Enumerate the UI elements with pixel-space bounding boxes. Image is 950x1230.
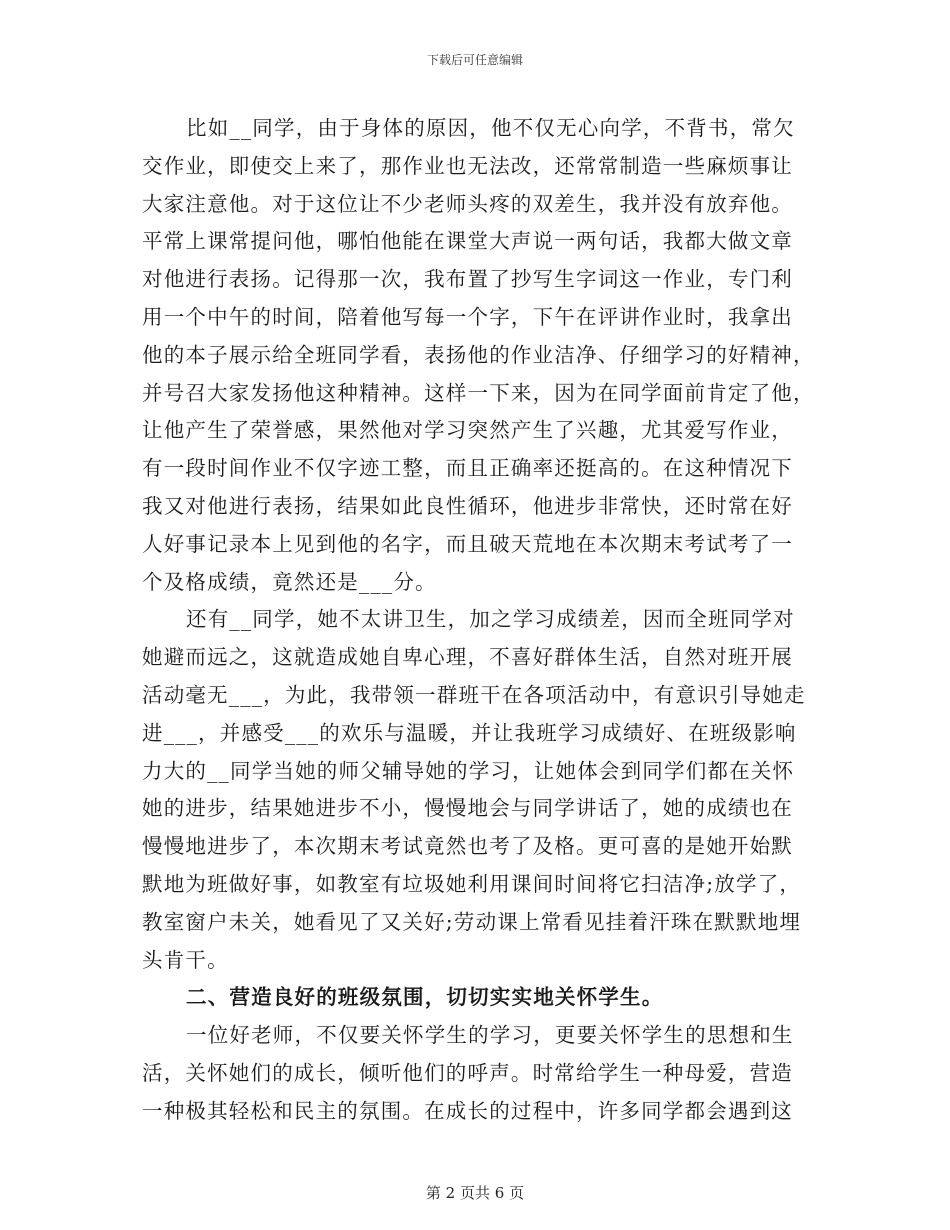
paragraph-2-line-7: 慢慢地进步了，本次期末考试竟然也考了及格。更可喜的是她开始默: [142, 834, 793, 859]
paragraph-3-line-1: 一位好老师，不仅要关怀学生的学习，更要关怀学生的思想和生: [186, 1023, 794, 1048]
page-header: 下载后可任意编辑: [426, 53, 523, 67]
paragraph-1-line-5: 对他进行表扬。记得那一次，我布置了抄写生字词这一作业，专门利: [142, 267, 793, 292]
paragraph-1-line-11: 我又对他进行表扬，结果如此良性循环，他进步非常快，还时常在好: [142, 493, 793, 518]
paragraph-2-line-10: 头肯干。: [142, 947, 229, 972]
paragraph-1-line-7: 他的本子展示给全班同学看，表扬他的作业洁净、仔细学习的好精神，: [142, 342, 815, 367]
paragraph-2-line-2: 她避而远之，这就造成她自卑心理，不喜好群体生活，自然对班开展: [142, 645, 793, 670]
paragraph-2-line-3: 活动毫无___，为此，我带领一群班干在各项活动中，有意识引导她走: [142, 682, 806, 707]
paragraph-1-line-4: 平常上课常提问他，哪怕他能在课堂大声说一两句话，我都大做文章: [142, 229, 793, 254]
paragraph-3-line-3: 一种极其轻松和民主的氛围。在成长的过程中，许多同学都会遇到这: [142, 1098, 793, 1123]
paragraph-1-line-12: 人好事记录本上见到他的名字，而且破天荒地在本次期末考试考了一: [142, 531, 793, 556]
paragraph-1-line-3: 大家注意他。对于这位让不少老师头疼的双差生，我并没有放弃他。: [142, 191, 793, 216]
paragraph-2-line-9: 教室窗户未关，她看见了又关好;劳动课上常看见挂着汗珠在默默地埋: [142, 909, 802, 934]
paragraph-1-line-1: 比如__同学，由于身体的原因，他不仅无心向学，不背书，常欠: [186, 116, 795, 140]
paragraph-2-line-4: 进___，并感受___的欢乐与温暖，并让我班学习成绩好、在班级影响: [142, 720, 797, 745]
paragraph-1-line-13: 个及格成绩，竟然还是___分。: [142, 569, 437, 594]
paragraph-1-line-8: 并号召大家发扬他这种精神。这样一下来，因为在同学面前肯定了他，: [142, 380, 815, 405]
paragraph-2-line-8: 默地为班做好事，如教室有垃圾她利用课间时间将它扫洁净;放学了，: [142, 871, 802, 896]
paragraph-2-line-6: 她的进步，结果她进步不小，慢慢地会与同学讲话了，她的成绩也在: [142, 796, 793, 821]
page-footer: 第 2 页共 6 页: [425, 1184, 525, 1202]
paragraph-3-line-2: 活，关怀她们的成长，倾听他们的呼声。时常给学生一种母爱，营造: [142, 1060, 793, 1085]
paragraph-1-line-9: 让他产生了荣誉感，果然他对学习突然产生了兴趣，尤其爱写作业，: [142, 418, 793, 443]
paragraph-1-line-6: 用一个中午的时间，陪着他写每一个字，下午在评讲作业时，我拿出: [142, 304, 793, 329]
paragraph-1-line-10: 有一段时间作业不仅字迹工整，而且正确率还挺高的。在这种情况下: [142, 456, 793, 481]
section-heading: 二、营造良好的班级氛围，切切实实地关怀学生。: [186, 985, 664, 1010]
paragraph-2-line-1: 还有__同学，她不太讲卫生，加之学习成绩差，因而全班同学对: [186, 607, 795, 632]
document-body: [142, 110, 815, 1131]
paragraph-1-line-2: 交作业，即使交上来了，那作业也无法改，还常常制造一些麻烦事让: [142, 153, 793, 178]
paragraph-2-line-5: 力大的__同学当她的师父辅导她的学习，让她体会到同学们都在关怀: [142, 758, 795, 783]
